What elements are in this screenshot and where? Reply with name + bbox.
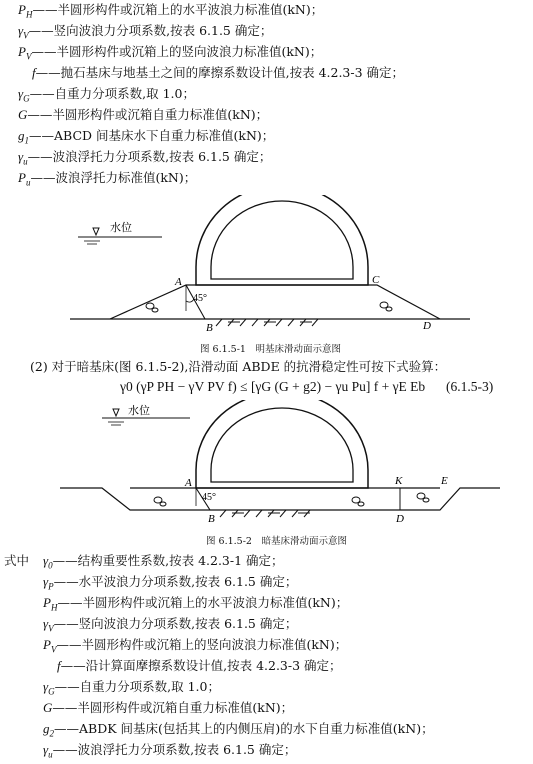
formula: γ0 (γP PH − γV PV f) ≤ [γG (G + g2) − γu Pu] f + γE Eb — [120, 379, 426, 394]
trench-outline — [60, 488, 500, 510]
stone-icon — [352, 497, 364, 506]
point-label: B — [206, 322, 213, 334]
figure-open-bed — [0, 195, 533, 335]
angle-label: 45° — [202, 492, 216, 503]
definition-row: $\gamma_V——$竖向波浪力分项系数,按表 6.1.5 确定； — [18, 23, 273, 41]
definition-row: $\gamma_G——$自重力分项系数,取 1.0； — [18, 86, 195, 104]
definition-row: $P_V——$半圆形构件或沉箱上的竖向波浪力标准值(kN)； — [18, 44, 323, 62]
water-label: 水位 — [110, 222, 132, 234]
where-label: 式中 — [4, 553, 30, 568]
definition-row: $\gamma_P——$水平波浪力分项系数,按表 6.1.5 确定； — [43, 574, 298, 592]
definition-row: $\gamma_V——$竖向波浪力分项系数,按表 6.1.5 确定； — [43, 616, 298, 634]
point-label: E — [441, 475, 448, 487]
stone-icon — [380, 302, 392, 311]
definition-row: G——半圆形构件或沉箱自重力标准值(kN)； — [18, 107, 269, 122]
angle-label: 45° — [193, 293, 207, 304]
rubble-bed — [110, 285, 440, 319]
semicircle-outer — [196, 195, 368, 285]
point-label: B — [208, 513, 215, 525]
definition-row: f——沿计算面摩擦系数设计值,按表 4.2.3-3 确定； — [57, 658, 342, 673]
point-label: C — [372, 274, 380, 286]
definition-row: $P_V——$半圆形构件或沉箱上的竖向波浪力标准值(kN)； — [43, 637, 348, 655]
definition-row: f——抛石基床与地基土之间的摩擦系数设计值,按表 4.2.3-3 确定； — [32, 65, 405, 80]
definition-row: G——半圆形构件或沉箱自重力标准值(kN)； — [43, 700, 294, 715]
ground-hatching — [220, 510, 310, 517]
point-label: K — [395, 475, 403, 487]
figure-concealed-bed — [0, 400, 533, 530]
water-triangle-icon — [93, 228, 99, 235]
point-label: D — [423, 320, 431, 332]
stone-icon — [146, 303, 158, 312]
semicircle-inner — [211, 201, 353, 279]
definition-row: $\gamma_G——$自重力分项系数,取 1.0； — [43, 679, 220, 697]
stone-icon — [154, 497, 166, 506]
definition-row: $\gamma_u——$波浪浮托力分项系数,按表 6.1.5 确定； — [18, 149, 272, 167]
water-label: 水位 — [128, 405, 150, 417]
definition-row: $\gamma_0——$结构重要性系数,按表 4.2.3-1 确定； — [43, 553, 284, 571]
figure-caption: 图 6.1.5-1 明基床滑动面示意图 — [200, 344, 341, 355]
definition-row: $P_H——$半圆形构件或沉箱上的水平波浪力标准值(kN)； — [18, 2, 324, 20]
definition-row: $\gamma_u——$波浪浮托力分项系数,按表 6.1.5 确定； — [43, 742, 297, 760]
figure-caption: 图 6.1.5-2 暗基床滑动面示意图 — [206, 536, 347, 547]
definition-row: $P_u——$波浪浮托力标准值(kN)； — [18, 170, 197, 188]
definition-row: $g_1——ABCD$ 间基床水下自重力标准值(kN)； — [18, 128, 275, 146]
paragraph: (2) 对于暗基床(图 6.1.5-2),沿滑动面 ABDE 的抗滑稳定性可按下式验算： — [30, 359, 447, 374]
definition-row: $g_2——ABDK$ 间基床(包括其上的内侧压肩)的水下自重力标准值(kN)； — [43, 721, 434, 739]
formula-number: (6.1.5-3) — [446, 379, 494, 394]
water-triangle-icon — [113, 409, 119, 416]
ground-hatching — [216, 319, 318, 326]
point-label: A — [185, 477, 192, 489]
point-label: A — [175, 276, 182, 288]
stone-icon — [417, 493, 429, 502]
semicircle-outer — [196, 400, 368, 488]
semicircle-inner — [211, 408, 353, 482]
point-label: D — [396, 513, 404, 525]
definition-row: $P_H——$半圆形构件或沉箱上的水平波浪力标准值(kN)； — [43, 595, 349, 613]
